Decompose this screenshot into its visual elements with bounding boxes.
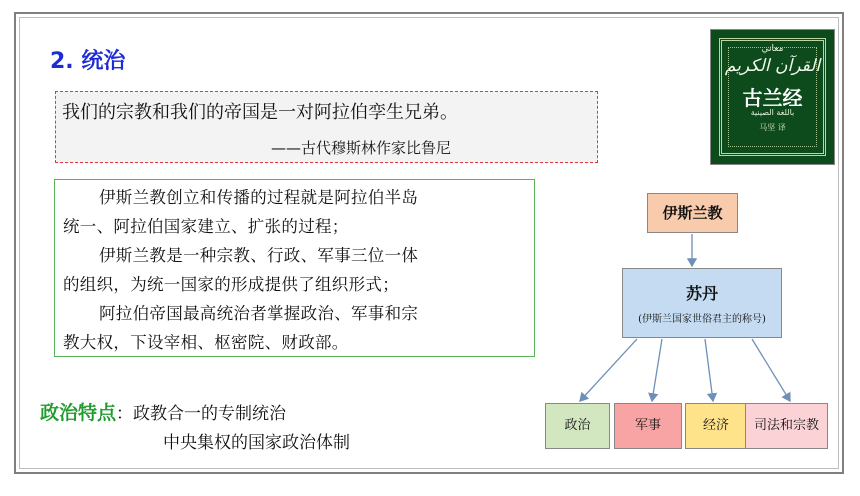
book-subtitle: باللغة الصينية <box>750 108 795 117</box>
political-features <box>40 398 286 425</box>
sultan-note: (伊斯兰国家世俗君主的称号) <box>638 314 766 325</box>
book-title: 古兰经 <box>742 86 803 110</box>
quote-text: 我们的宗教和我们的帝国是一对阿拉伯孪生兄弟。 <box>62 102 458 123</box>
node-justice-religion: 司法和宗教 <box>745 403 828 449</box>
node-military: 军事 <box>614 403 682 449</box>
book-arabic-title: القرآن الكريم <box>724 56 821 76</box>
node-islam: 伊斯兰教 <box>647 193 738 233</box>
book-translator: 马坚 译 <box>759 123 786 132</box>
node-politics: 政治 <box>545 403 610 449</box>
feature-label: 政治特点 <box>40 402 117 424</box>
info-line: 伊斯兰教创立和传播的过程就是阿拉伯半岛 <box>99 188 419 207</box>
book-arabic-top: معاني <box>761 44 784 54</box>
info-line: 的组织，为统一国家的形成提供了组织形式； <box>63 275 399 294</box>
quran-book-cover <box>710 29 835 165</box>
feature-line-1: ：政教合一的专制统治 <box>116 404 287 424</box>
quote-author: ——古代穆斯林作家比鲁尼 <box>271 139 452 157</box>
sultan-name: 苏丹 <box>685 284 718 303</box>
info-box <box>54 179 535 357</box>
section-title: 2. 统治 <box>50 49 126 74</box>
node-economy: 经济 <box>685 403 747 449</box>
info-line: 教大权，下设宰相、枢密院、财政部。 <box>63 333 349 352</box>
info-line: 阿拉伯帝国最高统治者掌握政治、军事和宗 <box>99 304 419 323</box>
node-sultan <box>622 268 782 338</box>
feature-line-2: 中央集权的国家政治体制 <box>163 433 350 453</box>
info-line: 伊斯兰教是一种宗教、行政、军事三位一体 <box>99 246 419 265</box>
quote-box <box>55 91 598 163</box>
info-line: 统一、阿拉伯国家建立、扩张的过程； <box>63 217 349 236</box>
